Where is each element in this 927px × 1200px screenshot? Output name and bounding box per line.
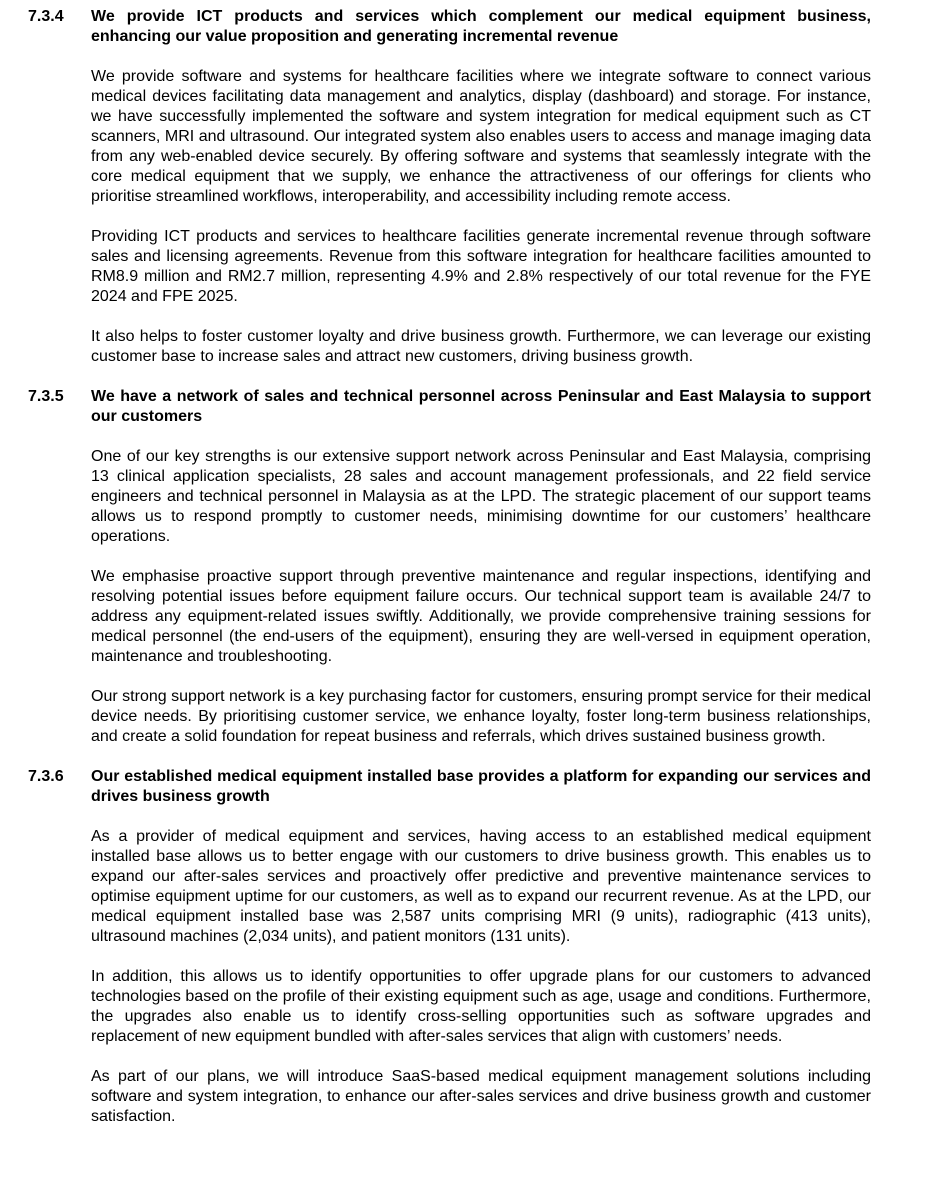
section-7-3-6 [28,767,871,1127]
paragraph: In addition, this allows us to identify opportunities to offer upgrade plans for our customers to advanced technologies based on the profile of their existing equipment such as age, usage and conditions. Furthermore, the upgrades also enable us to identify cross-selling opportunities such as software upgrades and replacement of new equipment bundled with after-sales services that align with customers’ needs. [91,968,871,1045]
section-7-3-4 [28,7,871,367]
paragraph: It also helps to foster customer loyalty and drive business growth. Furthermore, we can leverage our existing customer base to increase sales and attract new customers, driving business growth. [91,328,871,365]
section-number: 7.3.6 [28,768,64,785]
section-title: We provide ICT products and services which complement our medical equipment business, enhancing our value proposition and generating incremental revenue [91,8,871,45]
paragraph: We provide software and systems for healthcare facilities where we integrate software to connect various medical devices facilitating data management and analytics, display (dashboard) and storage. For instance, we have successfully implemented the software and system integration for medical equipment such as CT scanners, MRI and ultrasound. Our integrated system also enables users to access and manage imaging data from any web-enabled device securely. By offering software and systems that seamlessly integrate with the core medical equipment that we supply, we enhance the attractiveness of our offerings for clients who prioritise streamlined workflows, interoperability, and accessibility including remote access. [91,68,871,205]
paragraph: As part of our plans, we will introduce SaaS-based medical equipment management solutions including software and system integration, to enhance our after-sales services and drive business growth and customer satisfaction. [91,1068,871,1125]
section-heading [28,767,871,807]
section-7-3-5 [28,387,871,747]
paragraph: Our strong support network is a key purchasing factor for customers, ensuring prompt service for their medical device needs. By prioritising customer service, we enhance loyalty, foster long-term business relationships, and create a solid foundation for repeat business and referrals, which drives sustained business growth. [91,688,871,745]
section-number: 7.3.4 [28,8,64,25]
section-heading [28,7,871,47]
paragraph: Providing ICT products and services to healthcare facilities generate incremental revenue through software sales and licensing agreements. Revenue from this software integration for healthcare facilities amounted to RM8.9 million and RM2.7 million, representing 4.9% and 2.8% respectively of our total revenue for the FYE 2024 and FPE 2025. [91,228,871,305]
section-title: Our established medical equipment installed base provides a platform for expanding our services and drives business growth [91,768,871,805]
paragraph: We emphasise proactive support through preventive maintenance and regular inspections, identifying and resolving potential issues before equipment failure occurs. Our technical support team is available 24/7 to address any equipment-related issues swiftly. Additionally, we provide comprehensive training sessions for medical personnel (the end-users of the equipment), ensuring they are well-versed in equipment operation, maintenance and troubleshooting. [91,568,871,665]
paragraph: One of our key strengths is our extensive support network across Peninsular and East Malaysia, comprising 13 clinical application specialists, 28 sales and account management professionals, and 22 field service engineers and technical personnel in Malaysia as at the LPD. The strategic placement of our support teams allows us to respond promptly to customer needs, minimising downtime for our customers’ healthcare operations. [91,448,871,545]
section-title: We have a network of sales and technical personnel across Peninsular and East Malaysia to support our customers [91,388,871,425]
section-heading [28,387,871,427]
section-number: 7.3.5 [28,388,64,405]
paragraph: As a provider of medical equipment and services, having access to an established medical equipment installed base allows us to better engage with our customers to drive business growth. This enables us to expand our after-sales services and proactively offer predictive and preventive maintenance services to optimise equipment uptime for our customers, as well as to expand our recurrent revenue. As at the LPD, our medical equipment installed base was 2,587 units comprising MRI (9 units), radiographic (413 units), ultrasound machines (2,034 units), and patient monitors (131 units). [91,828,871,945]
